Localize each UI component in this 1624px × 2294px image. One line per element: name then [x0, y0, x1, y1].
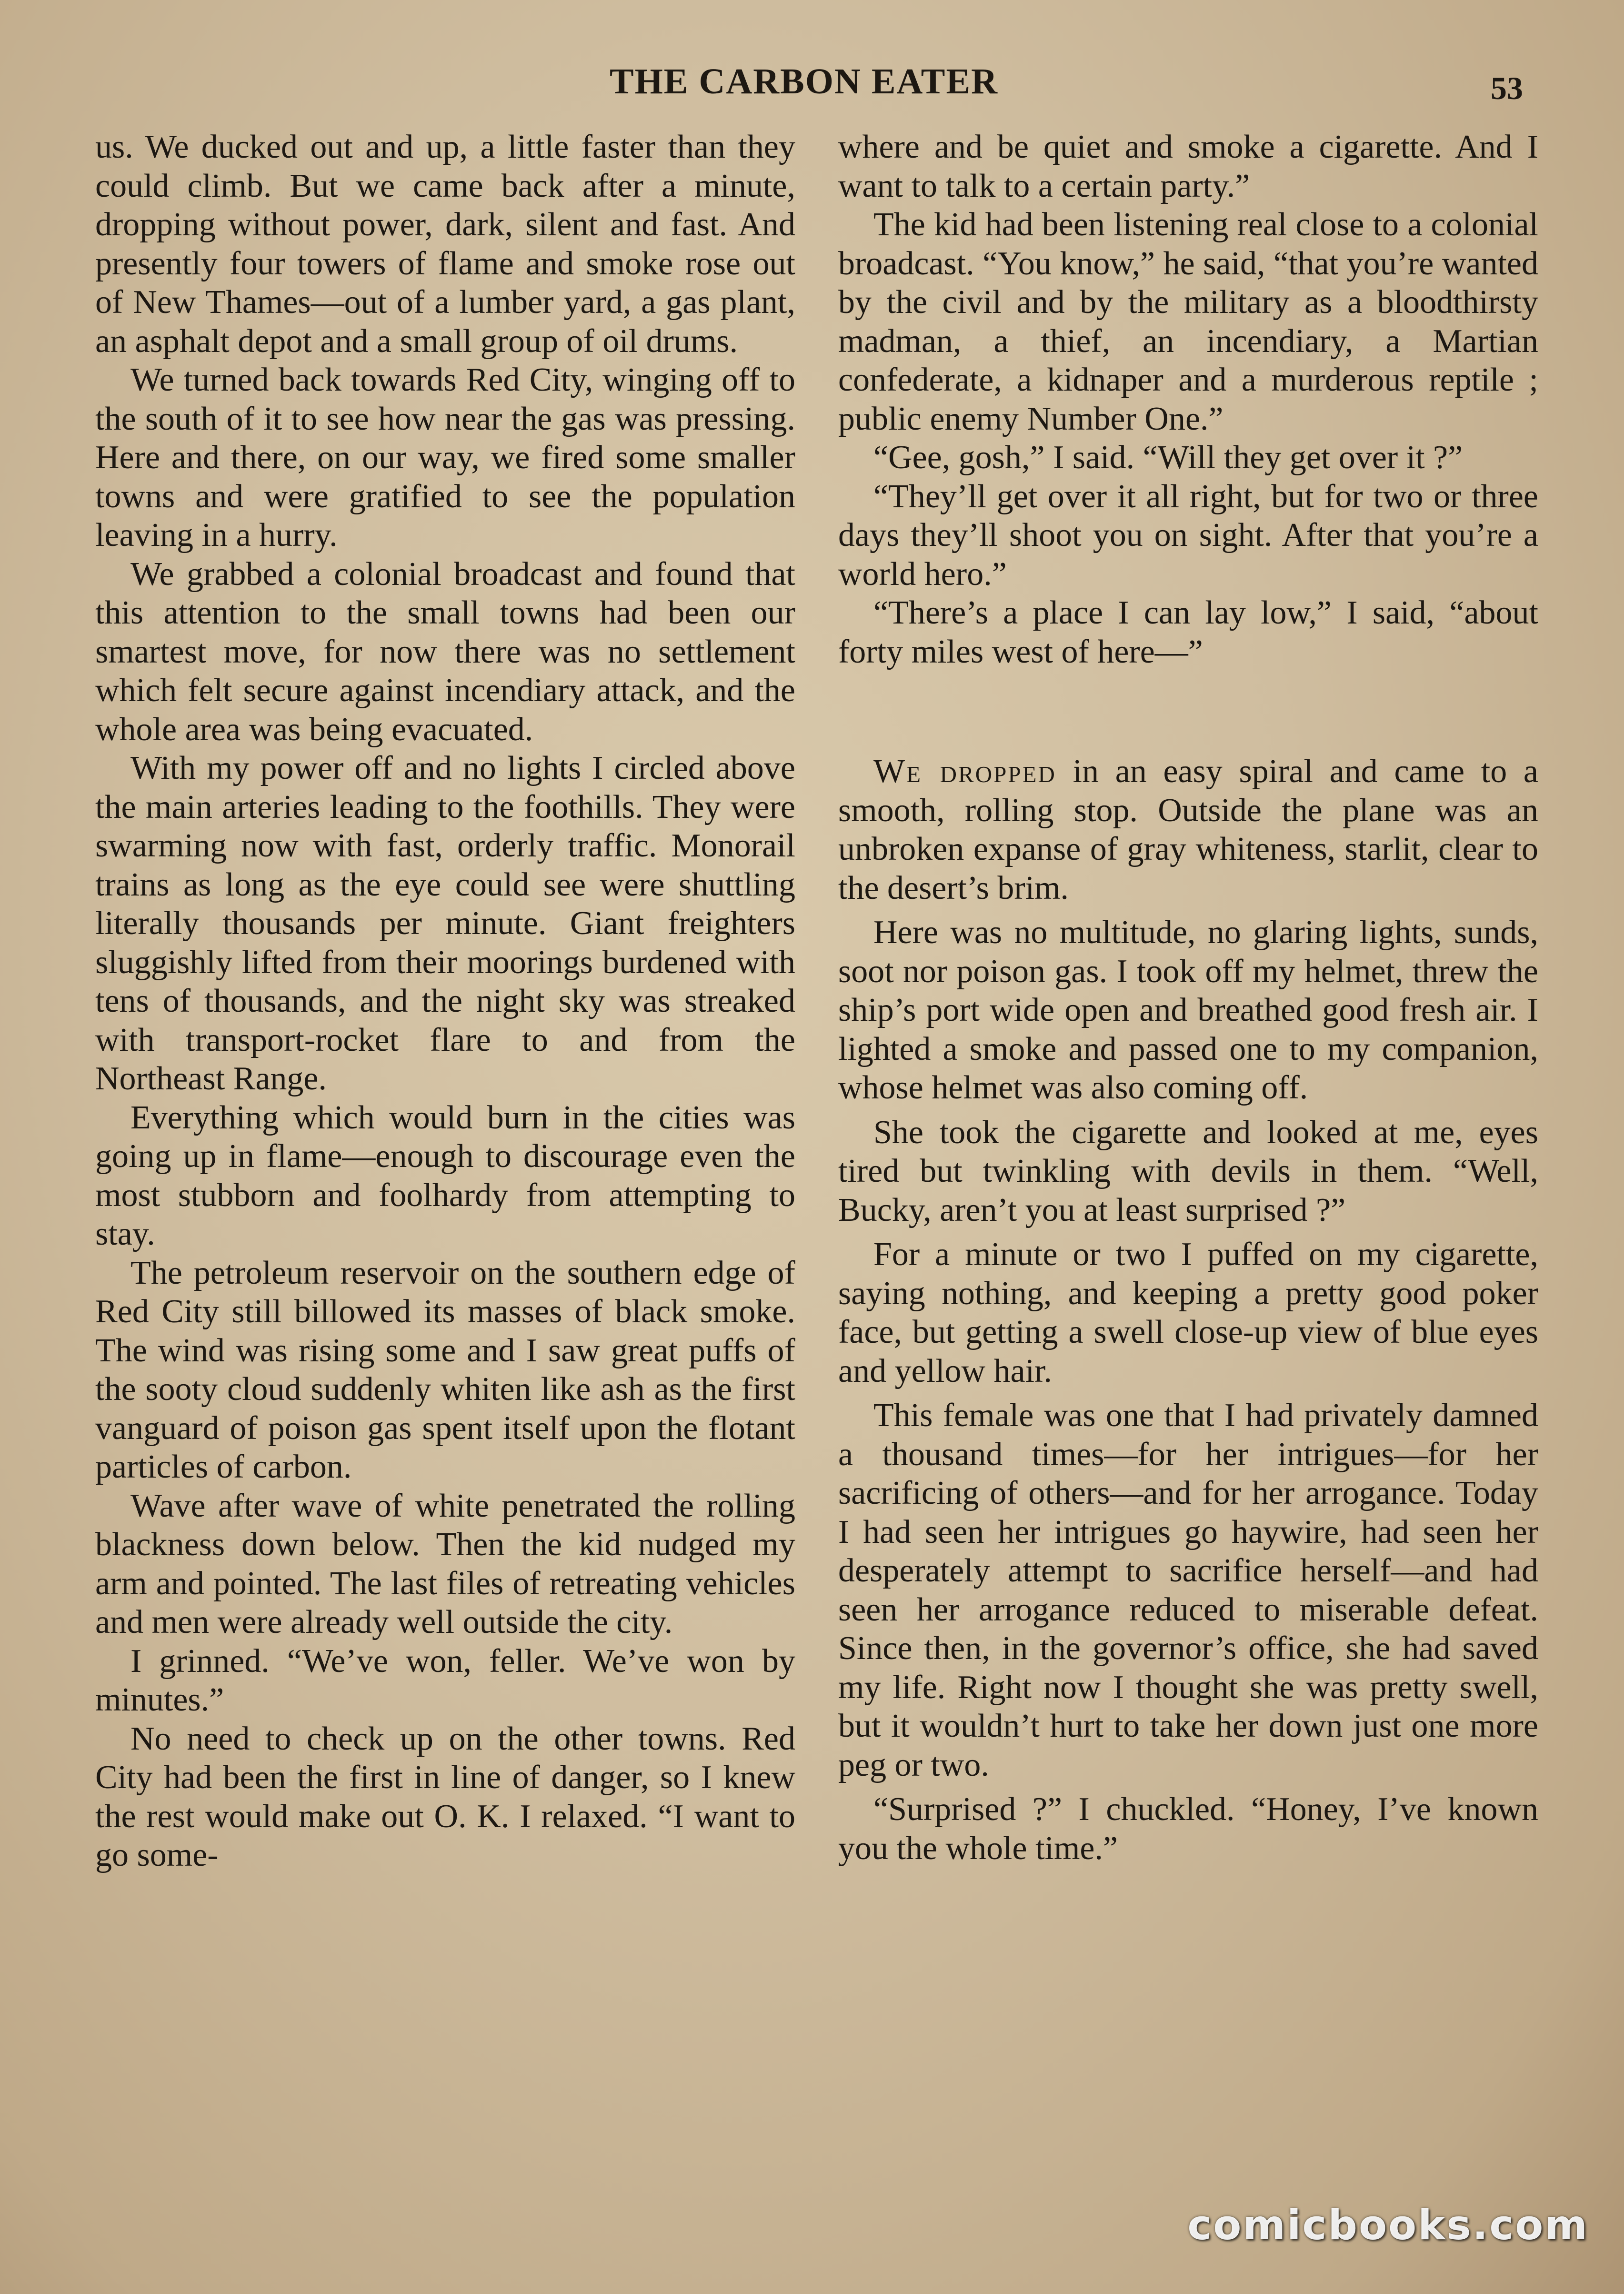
paragraph: The petroleum reservoir on the southern edge of Red City still billowed its masses of black smoke. The wind was rising some and I saw great puffs of the sooty cloud suddenly whiten like ash as the first vanguard of poison gas spent itself upon the flotant particles of carbon. — [95, 1254, 795, 1485]
page-header — [0, 61, 1624, 113]
right-column — [838, 128, 1538, 1868]
left-column — [95, 128, 795, 1875]
paragraph: us. We ducked out and up, a little faster than they could climb. But we came back after a minute, dropping without power, dark, silent and fast. And presently four towers of flame and smoke rose out of New Thames—out of a lumber yard, a gas plant, an asphalt depot and a small group of oil drums. — [95, 129, 795, 360]
paragraph: This female was one that I had privately damned a thousand times—for her intrigues—for her sacrificing of others—and for her arrogance. Today I had seen her intrigues go haywire, had seen her desperately attempt to sacrifice herself—and had seen her arrogance reduced to miserable defeat. Since then, in the governor’s office, she had saved my life. Right now I thought she was pretty swell, but it wouldn’t hurt to take her down just one more peg or two. — [838, 1397, 1538, 1783]
paragraph: Everything which would burn in the cities was going up in flame—enough to discourage even the most stubborn and foolhardy from attempting to stay. — [95, 1099, 795, 1252]
paragraph: “They’ll get over it all right, but for two or three days they’ll shoot you on sight. After that you’re a world hero.” — [838, 478, 1538, 593]
paragraph: For a minute or two I puffed on my cigarette, saying nothing, and keeping a pretty good poker face, but getting a swell close-up view of blue eyes and yellow hair. — [838, 1236, 1538, 1389]
section-lead-in: We dropped — [873, 753, 1056, 790]
running-title: THE CARBON EATER — [610, 61, 999, 101]
paragraph: The kid had been listening real close to a colonial broadcast. “You know,” he said, “that you’re wanted by the civil and by the military as a bloodthirsty madman, a thief, an incendiary, a Martian confederate, a kidnaper and a murderous reptile ; public enemy Number One.” — [838, 206, 1538, 437]
watermark: comicbooks.com — [1187, 2202, 1589, 2249]
paragraph: “Gee, gosh,” I said. “Will they get over it ?” — [873, 439, 1463, 476]
paragraph: No need to check up on the other towns. Red City had been the first in line of danger, so I knew the rest would make out O. K. I relaxed. “I want to go some- — [95, 1720, 795, 1873]
paragraph: With my power off and no lights I circled above the main arteries leading to the foothills. They were swarming now with fast, orderly traffic. Monorail trains as long as the eye could see were shuttling literally thousands per minute. Giant freighters sluggishly lifted from their moorings burdened with tens of thousands, and the night sky was streaked with transport-rocket flare to and from the Northeast Range. — [95, 750, 795, 1097]
paragraph: We grabbed a colonial broadcast and found that this attention to the small towns had been our smartest move, for now there was no settlement which felt secure against incendiary attack, and the whole area was being evacuated. — [95, 555, 795, 748]
page-number: 53 — [1491, 70, 1523, 106]
paragraph: “Surprised ?” I chuckled. “Honey, I’ve known you the whole time.” — [838, 1791, 1538, 1867]
section-break — [838, 671, 1538, 752]
paragraph: “There’s a place I can lay low,” I said, “about forty miles west of here—” — [838, 594, 1538, 670]
paragraph: Here was no multitude, no glaring lights, sunds, soot nor poison gas. I took off my helmet, threw the ship’s port wide open and breathed good fresh air. I lighted a smoke and passed one to my companion, whose helmet was also coming off. — [838, 914, 1538, 1106]
paragraph: Wave after wave of white penetrated the rolling blackness down below. Then the kid nudged my arm and pointed. The last files of retreating vehicles and men were already well outside the city. — [95, 1487, 795, 1640]
paragraph: I grinned. “We’ve won, feller. We’ve won by minutes.” — [95, 1642, 795, 1718]
section-opening-paragraph — [838, 752, 1538, 907]
paragraph: She took the cigarette and looked at me, eyes tired but twinkling with devils in them. “Well, Bucky, aren’t you at least surprised ?” — [838, 1114, 1538, 1228]
paragraph: We turned back towards Red City, winging off to the south of it to see how near the gas was pressing. Here and there, on our way, we fired some smaller towns and were gratified to see the population leaving in a hurry. — [95, 362, 795, 553]
paragraph: where and be quiet and smoke a cigarette. And I want to talk to a certain party.” — [838, 129, 1538, 204]
section-opening-text: in an easy spiral and came to a smooth, rolling stop. Outside the plane was an unbroken expanse of gray whiteness, starlit, clear to the desert’s brim. — [838, 753, 1538, 906]
